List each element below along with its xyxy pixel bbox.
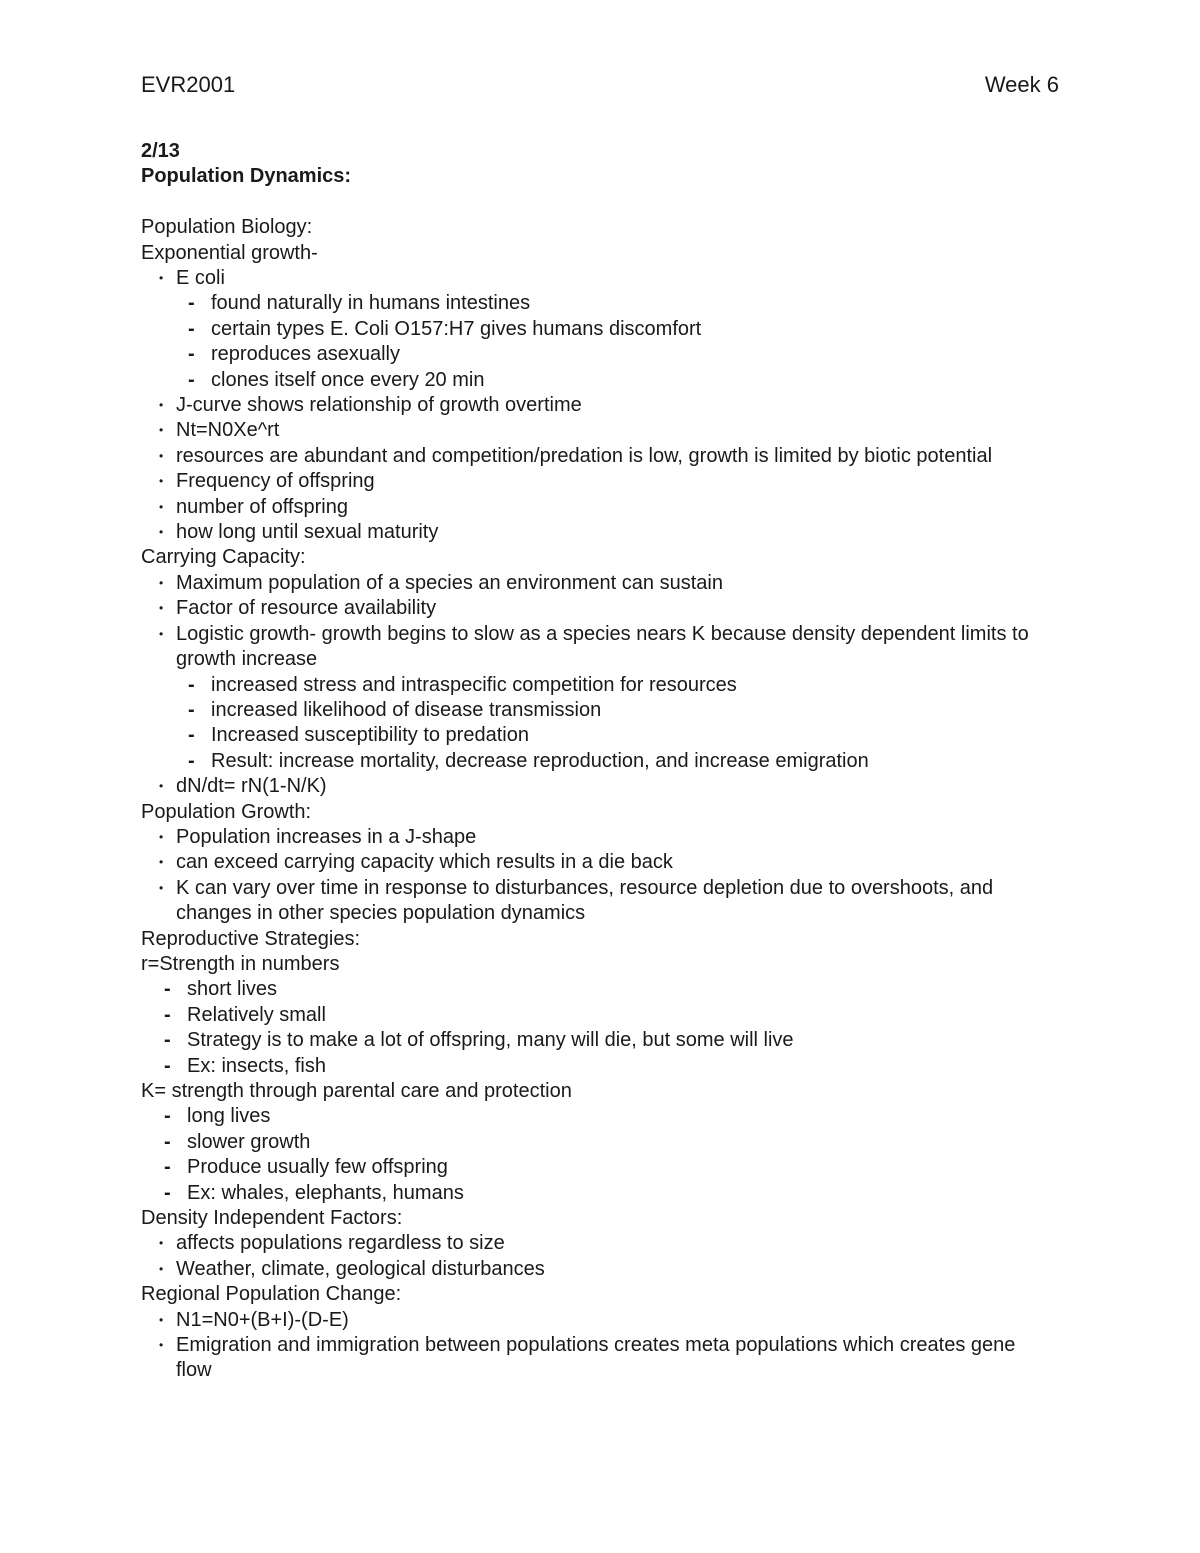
- bullet-icon: •: [159, 499, 164, 514]
- blank-line: [141, 190, 1071, 215]
- bullet-icon: •: [159, 601, 164, 616]
- list-item: • Nt=N0Xe^rt: [141, 418, 1071, 443]
- bullet-icon: •: [159, 448, 164, 463]
- bullet-icon: •: [159, 880, 164, 895]
- list-item: • number of offspring: [141, 495, 1071, 520]
- density-list: [141, 1231, 1071, 1282]
- bullet-icon: •: [159, 575, 164, 590]
- dash-icon: -: [164, 1156, 171, 1179]
- list-item: • resources are abundant and competition/predation is low, growth is limited by biotic potential: [141, 444, 1071, 469]
- dash-icon: -: [188, 673, 195, 696]
- list-item: - increased likelihood of disease transmission: [141, 698, 1071, 723]
- r-strategy-heading: r=Strength in numbers: [141, 952, 340, 975]
- list-item: - short lives: [141, 977, 1071, 1002]
- carrying-list: [141, 571, 1071, 800]
- list-item: • N1=N0+(B+I)-(D-E): [141, 1308, 1071, 1333]
- exponential-list: [141, 266, 1071, 545]
- list-item: - reproduces asexually: [141, 342, 1071, 367]
- dash-icon: -: [188, 292, 195, 315]
- heading-exponential-growth: Exponential growth-: [141, 241, 318, 264]
- list-item: - Strategy is to make a lot of offspring, many will die, but some will live: [141, 1028, 1071, 1053]
- bullet-icon: •: [159, 1312, 164, 1327]
- bullet-icon: •: [159, 1236, 164, 1251]
- list-item: • Weather, climate, geological disturbances: [141, 1257, 1071, 1282]
- list-item: - Relatively small: [141, 1003, 1071, 1028]
- heading-carrying-capacity: Carrying Capacity:: [141, 546, 306, 569]
- dash-icon: -: [188, 343, 195, 366]
- bullet-icon: •: [159, 271, 164, 286]
- list-item: - slower growth: [141, 1130, 1071, 1155]
- bullet-icon: •: [159, 855, 164, 870]
- week-label: Week 6: [984, 72, 1059, 97]
- k-strategy-heading: K= strength through parental care and protection: [141, 1080, 572, 1103]
- dash-icon: -: [164, 1130, 171, 1153]
- list-item: • E coli: [141, 266, 1071, 291]
- bullet-icon: •: [159, 1261, 164, 1276]
- list-item: • Maximum population of a species an environment can sustain: [141, 571, 1071, 596]
- bullet-icon: •: [159, 829, 164, 844]
- list-item: - clones itself once every 20 min: [141, 368, 1071, 393]
- dash-icon: -: [164, 978, 171, 1001]
- list-item: • dN/dt= rN(1-N/K): [141, 774, 1071, 799]
- list-item: • Emigration and immigration between populations creates meta populations which creates gene flow: [159, 1334, 1016, 1382]
- dash-icon: -: [188, 317, 195, 340]
- notes-body: [141, 139, 1071, 1384]
- heading-density-independent: Density Independent Factors:: [141, 1207, 403, 1230]
- list-item: • Population increases in a J-shape: [141, 825, 1071, 850]
- regional-list: [141, 1308, 1071, 1384]
- dash-icon: -: [164, 1181, 171, 1204]
- list-item: • Frequency of offspring: [141, 469, 1071, 494]
- notes-title: Population Dynamics:: [141, 165, 352, 188]
- bullet-icon: •: [159, 474, 164, 489]
- list-item: • Factor of resource availability: [141, 596, 1071, 621]
- dash-icon: -: [188, 698, 195, 721]
- list-item: - Produce usually few offspring: [141, 1155, 1071, 1180]
- list-item: - Ex: whales, elephants, humans: [141, 1181, 1071, 1206]
- list-item: • Logistic growth- growth begins to slow as a species nears K because density dependent limits to growth increase: [159, 622, 1029, 671]
- dash-icon: -: [188, 749, 195, 772]
- dash-icon: -: [164, 1054, 171, 1077]
- population-growth-list: [141, 825, 1071, 927]
- list-item: • can exceed carrying capacity which results in a die back: [141, 850, 1071, 875]
- course-code: EVR2001: [141, 72, 236, 97]
- list-item: • how long until sexual maturity: [141, 520, 1071, 545]
- list-item: • K can vary over time in response to disturbances, resource depletion due to overshoots, and changes in other species population dynamics: [159, 876, 994, 925]
- heading-population-biology: Population Biology:: [141, 216, 313, 239]
- list-item: - Ex: insects, fish: [141, 1054, 1071, 1079]
- notes-date: 2/13: [141, 140, 180, 162]
- list-item: - long lives: [141, 1104, 1071, 1129]
- heading-regional-population-change: Regional Population Change:: [141, 1283, 402, 1306]
- bullet-icon: •: [159, 398, 164, 413]
- list-item: • J-curve shows relationship of growth overtime: [141, 393, 1071, 418]
- heading-population-growth: Population Growth:: [141, 800, 312, 823]
- bullet-icon: •: [159, 1338, 164, 1353]
- heading-reproductive-strategies: Reproductive Strategies:: [141, 927, 361, 950]
- list-item: - found naturally in humans intestines: [141, 291, 1071, 316]
- list-item: - increased stress and intraspecific competition for resources: [141, 673, 1071, 698]
- r-strategy-list: [141, 977, 1071, 1079]
- dash-icon: -: [164, 1105, 171, 1128]
- list-item: - Result: increase mortality, decrease reproduction, and increase emigration: [141, 749, 1071, 774]
- dash-icon: -: [188, 368, 195, 391]
- k-strategy-list: [141, 1104, 1071, 1206]
- list-item: - certain types E. Coli O157:H7 gives humans discomfort: [141, 317, 1071, 342]
- bullet-icon: •: [159, 626, 164, 641]
- list-item: - Increased susceptibility to predation: [141, 723, 1071, 748]
- list-item: • affects populations regardless to size: [141, 1231, 1071, 1256]
- bullet-icon: •: [159, 525, 164, 540]
- bullet-icon: •: [159, 423, 164, 438]
- dash-icon: -: [188, 724, 195, 747]
- dash-icon: -: [164, 1029, 171, 1052]
- dash-icon: -: [164, 1003, 171, 1026]
- bullet-icon: •: [159, 779, 164, 794]
